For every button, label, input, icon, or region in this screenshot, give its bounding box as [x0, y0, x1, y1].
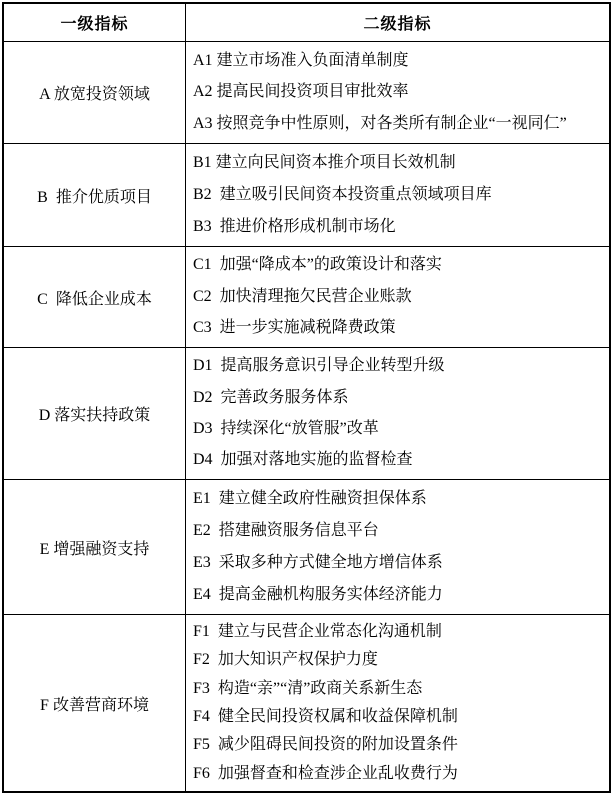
secondary-indicator-item: C3 进一步实施减税降费政策	[193, 319, 396, 337]
secondary-indicator-item: D1 提高服务意识引导企业转型升级	[193, 357, 445, 375]
primary-indicator-cell-d	[4, 348, 186, 480]
secondary-indicator-cell-c	[186, 247, 609, 348]
secondary-indicator-item: D2 完善政务服务体系	[193, 388, 349, 406]
primary-indicator-cell-f	[4, 615, 186, 791]
primary-indicator-label: E 增强融资支持	[39, 540, 150, 558]
secondary-indicator-item: F6 加强督查和检查涉企业乱收费行为	[193, 764, 458, 782]
primary-indicator-label: F 改善营商环境	[40, 696, 149, 714]
secondary-indicator-item: D3 持续深化“放管服”改革	[193, 419, 379, 437]
secondary-indicator-item: F1 建立与民营企业常态化沟通机制	[193, 622, 442, 640]
primary-indicator-label: D 落实扶持政策	[38, 407, 151, 424]
primary-indicator-cell-c	[4, 247, 186, 348]
secondary-indicator-item: C1 加强“降成本”的政策设计和落实	[193, 256, 442, 274]
secondary-indicator-item: B3 推进价格形成机制市场化	[193, 217, 396, 235]
secondary-indicator-item: A1 建立市场准入负面清单制度	[193, 51, 409, 69]
secondary-indicator-item: E4 提高金融机构服务实体经济能力	[193, 585, 443, 603]
header-cell-primary-indicator	[4, 4, 186, 42]
primary-indicator-cell-b	[4, 144, 186, 247]
header-cell-secondary-indicator	[186, 4, 609, 42]
secondary-indicator-item: E3 采取多种方式健全地方增信体系	[193, 553, 443, 571]
header-label-primary: 一级指标	[60, 16, 129, 33]
secondary-indicator-item: E2 搭建融资服务信息平台	[193, 521, 379, 539]
primary-indicator-label: A 放宽投资领域	[39, 86, 150, 103]
indicator-table	[2, 2, 611, 793]
secondary-indicator-item: A3 按照竞争中性原则，对各类所有制企业“一视同仁”	[193, 114, 567, 132]
secondary-indicator-item: D4 加强对落地实施的监督检查	[193, 451, 413, 469]
secondary-indicator-item: A2 提高民间投资项目审批效率	[193, 83, 409, 101]
secondary-indicator-cell-b	[186, 144, 609, 247]
secondary-indicator-item: F4 健全民间投资权属和收益保障机制	[193, 707, 458, 725]
secondary-indicator-item: F5 减少阻碍民间投资的附加设置条件	[193, 736, 458, 754]
secondary-indicator-cell-f	[186, 615, 609, 791]
secondary-indicator-cell-a	[186, 42, 609, 144]
secondary-indicator-cell-e	[186, 480, 609, 615]
secondary-indicator-item: B1 建立向民间资本推介项目长效机制	[193, 153, 456, 171]
primary-indicator-cell-a	[4, 42, 186, 144]
primary-indicator-label: C 降低企业成本	[37, 290, 152, 308]
header-label-secondary: 二级指标	[363, 16, 432, 33]
secondary-indicator-item: F2 加大知识产权保护力度	[193, 651, 378, 669]
primary-indicator-label: B 推介优质项目	[37, 188, 152, 206]
secondary-indicator-item: F3 构造“亲”“清”政商关系新生态	[193, 679, 423, 697]
secondary-indicator-item: C2 加快清理拖欠民营企业账款	[193, 287, 412, 305]
secondary-indicator-item: E1 建立健全政府性融资担保体系	[193, 489, 427, 507]
secondary-indicator-item: B2 建立吸引民间资本投资重点领域项目库	[193, 185, 492, 203]
primary-indicator-cell-e	[4, 480, 186, 615]
secondary-indicator-cell-d	[186, 348, 609, 480]
